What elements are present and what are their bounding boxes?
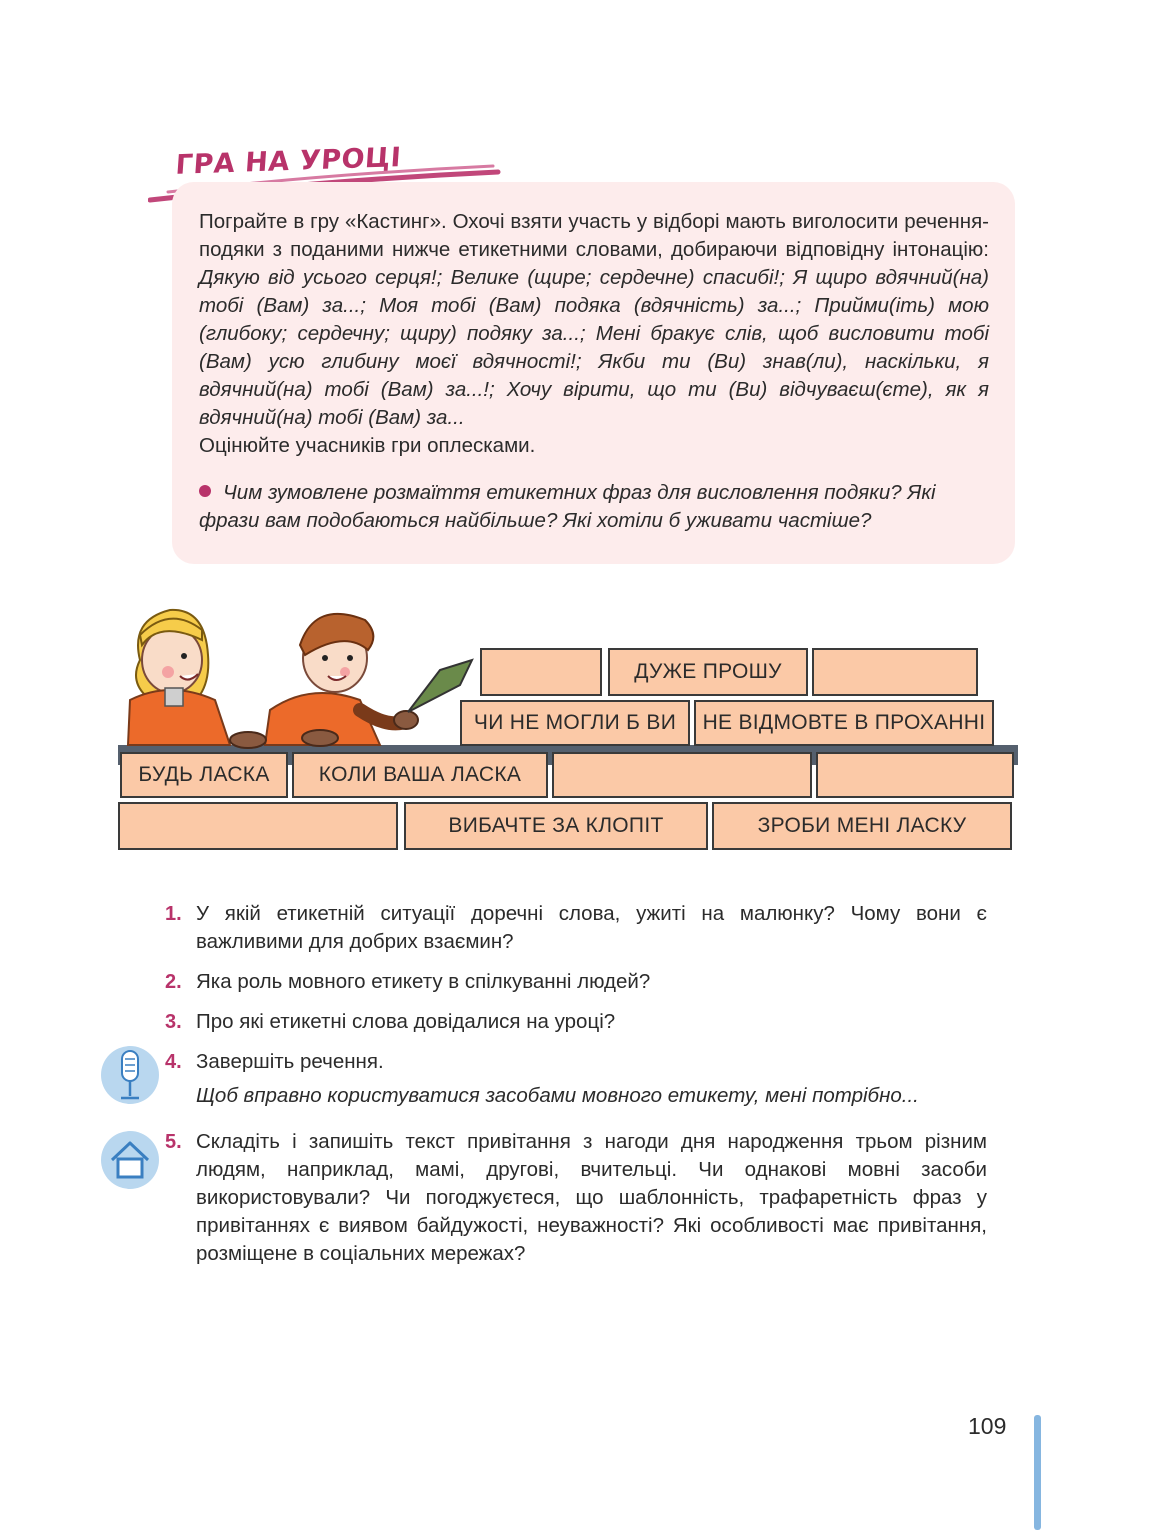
task-number: 4. [165, 1051, 182, 1073]
game-intro: Пограйте в гру «Кастинг». Охочі взяти участь у відборі мають виголосити речення-подяки з поданими нижче етикетними словами, добираючи відповідну інтонацію: [199, 210, 989, 261]
task-item [165, 968, 987, 996]
brick-wall-illustration [110, 600, 1030, 860]
task-item [165, 1128, 987, 1268]
brick-duzhe-proshu: ДУЖЕ ПРОШУ [608, 648, 808, 696]
task-number: 1. [165, 903, 182, 925]
brick-empty [552, 752, 812, 798]
brick-zroby-meni-lasku: ЗРОБИ МЕНІ ЛАСКУ [712, 802, 1012, 850]
task-item [165, 1008, 987, 1036]
task-item [165, 900, 987, 956]
bullet-dot-icon [199, 485, 211, 497]
microphone-icon [101, 1046, 159, 1104]
game-closing: Оцінюйте учасників гри оплесками. [199, 434, 536, 457]
task-number: 2. [165, 971, 182, 993]
task-text: Складіть і запишіть текст привітання з нагоди дня народження трьом різним людям, наприклад, мамі, другові, вчительці. Чи однакові мовні засоби використовували? Чи погоджуєтеся, що шаблонність, трафаретність фраз у привітаннях є виявом байдужості, неуважності? Які особливості має привітання, розміщене в соціальних мережах? [196, 1130, 987, 1265]
brick-empty [816, 752, 1014, 798]
brick-empty [812, 648, 978, 696]
task-text: Про які етикетні слова довідалися на уроці? [196, 1010, 616, 1033]
task-item [165, 1048, 987, 1110]
game-question [199, 479, 989, 535]
task-text: Завершіть речення. [196, 1050, 384, 1073]
task-text: Яка роль мовного етикету в спілкуванні людей? [196, 970, 651, 993]
brick-empty [480, 648, 602, 696]
task-number: 3. [165, 1011, 182, 1033]
game-box [172, 182, 1015, 564]
girl-figure [128, 610, 230, 745]
game-question-text: Чим зумовлене розмаїття етикетних фраз для висловлення подяки? Які фрази вам подобаються найбільше? Які хотіли б уживати частіше? [199, 481, 936, 532]
game-phrases: Дякую від усього серця!; Велике (щире; сердечне) спасибі!; Я щиро вдячний(на) тобі (Вам) за...; Моя тобі (Вам) подяка (вдячність) за...; Прийми(іть) мою (глибоку; сердечну; щиру) подяку за...; Мені бракує слів, щоб висловити тобі (Вам) усю глибину моєї вдячності!; Якби ти (Ви) знав(ли), наскільки, я вдячний(на) тобі (Вам) за...!; Хочу вірити, що ти (Ви) відчуваєш(єте), як я вдячний(на) тобі (Вам) за... [199, 266, 989, 429]
brick-empty [118, 802, 398, 850]
task-text: У якій етикетній ситуації доречні слова, ужиті на малюнку? Чому вони є важливими для добрих взаємин? [196, 902, 987, 953]
brick-ne-vidmovte: НЕ ВІДМОВТЕ В ПРОХАННІ [694, 700, 994, 746]
game-instructions [199, 208, 989, 460]
house-icon [101, 1131, 159, 1189]
brick-chy-ne-mohly-b-vy: ЧИ НЕ МОГЛИ Б ВИ [460, 700, 690, 746]
brick-bud-laska: БУДЬ ЛАСКА [120, 752, 288, 798]
page-edge-bar [1034, 1415, 1041, 1530]
task-number: 5. [165, 1131, 182, 1153]
section-title: ГРА НА УРОЦІ [174, 142, 403, 181]
brick-koly-vasha-laska: КОЛИ ВАША ЛАСКА [292, 752, 548, 798]
boy-figure [230, 614, 472, 748]
brick-vybachte-za-klopit: ВИБАЧТЕ ЗА КЛОПІТ [404, 802, 708, 850]
page-number: 109 [968, 1413, 1007, 1439]
task-extra-text: Щоб вправно користуватися засобами мовного етикету, мені потрібно... [196, 1084, 919, 1107]
